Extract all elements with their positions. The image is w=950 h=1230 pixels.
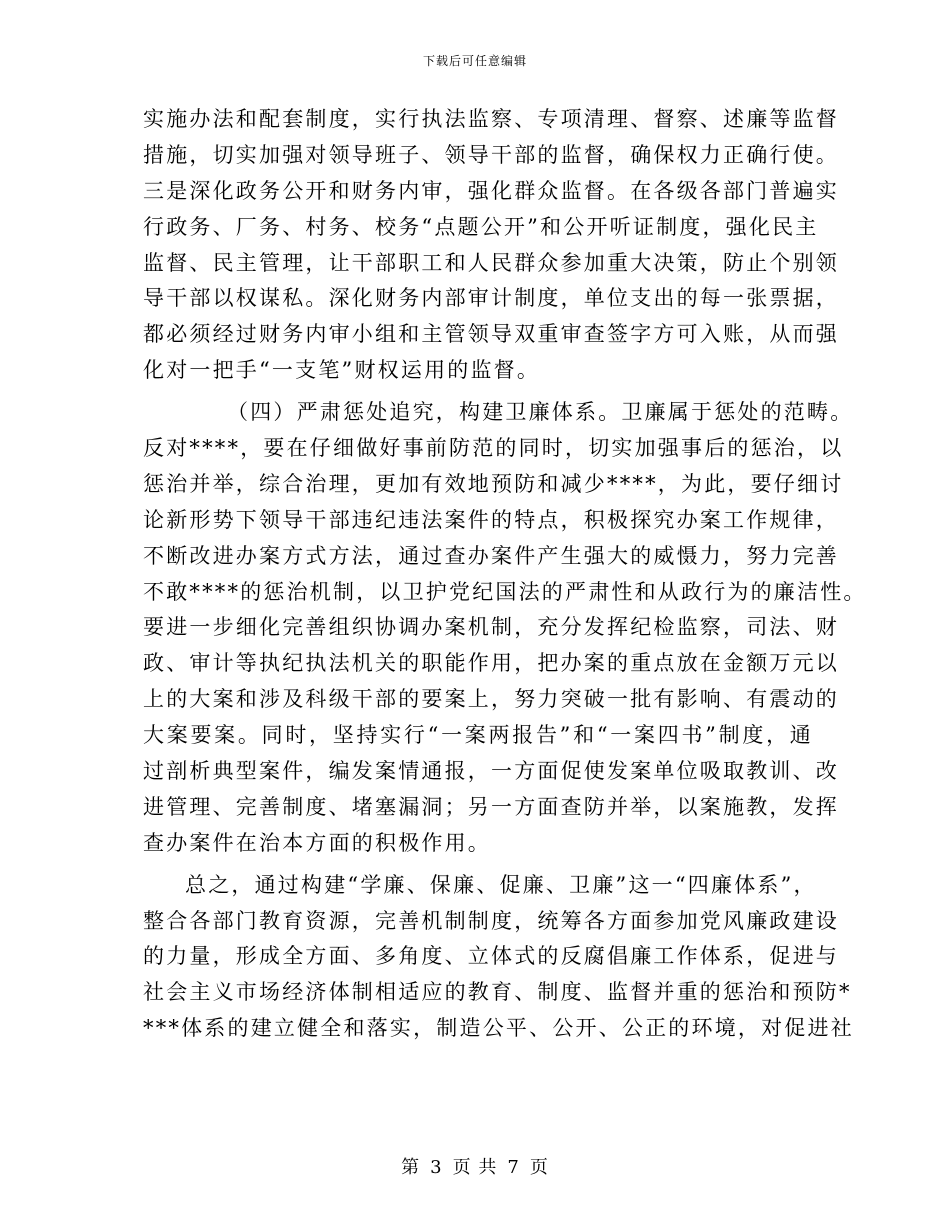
text-line: 导干部以权谋私。深化财务内部审计制度，单位支出的每一张票据， xyxy=(143,286,839,311)
total-page-count: 7 xyxy=(507,1157,520,1178)
text-line: 反对****，要在仔细做好事前防范的同时，切实加强事后的惩治，以 xyxy=(143,436,844,461)
text-line: 进管理、完善制度、堵塞漏洞；另一方面查防并举，以案施教，发挥 xyxy=(143,794,839,819)
text-line: 三是深化政务公开和财务内审，强化群众监督。在各级各部门普遍实 xyxy=(143,178,839,203)
footer-middle: 页 共 xyxy=(452,1157,498,1178)
text-line: 不断改进办案方式方法，通过查办案件产生强大的威慑力，努力完善 xyxy=(143,543,839,568)
page-header-note: 下载后可任意编辑 xyxy=(422,54,527,68)
text-line: 社会主义市场经济体制相适应的教育、制度、监督并重的惩治和预防* xyxy=(143,980,852,1005)
text-line: 政、审计等执纪执法机关的职能作用，把办案的重点放在金额万元以 xyxy=(143,651,839,676)
text-line: 查办案件在治本方面的积极作用。 xyxy=(143,830,491,855)
footer-suffix: 页 xyxy=(529,1157,549,1178)
text-line: 过剖析典型案件，编发案情通报，一方面促使发案单位吸取教训、改 xyxy=(143,759,839,784)
text-line: 化对一把手“一支笔”财权运用的监督。 xyxy=(143,358,541,383)
text-line: 不敢****的惩治机制，以卫护党纪国法的严肃性和从政行为的廉洁性。 xyxy=(143,579,867,604)
text-line: （四）严肃惩处追究，构建卫廉体系。卫廉属于惩处的范畴。 xyxy=(227,400,854,425)
text-line: 惩治并举，综合治理，更加有效地预防和减少****，为此，要仔细讨 xyxy=(143,471,844,496)
text-line: 总之，通过构建“学廉、保廉、促廉、卫廉”这一“四廉体系”， xyxy=(185,872,817,897)
text-line: 行政务、厂务、村务、校务“点题公开”和公开听证制度，强化民主 xyxy=(143,214,819,239)
text-line: 要进一步细化完善组织协调办案机制，充分发挥纪检监察，司法、财 xyxy=(143,615,839,640)
paragraph-1 xyxy=(143,102,839,389)
text-line: ***体系的建立健全和落实，制造公平、公开、公正的环境，对促进社 xyxy=(143,1016,854,1041)
text-line: 监督、民主管理，让干部职工和人民群众参加重大决策，防止个别领 xyxy=(143,250,839,275)
footer-prefix: 第 xyxy=(401,1157,421,1178)
document-body xyxy=(143,102,867,1047)
text-line: 论新形势下领导干部违纪违法案件的特点，积极探究办案工作规律， xyxy=(143,507,839,532)
text-line: 整合各部门教育资源，完善机制制度，统筹各方面参加党风廉政建设 xyxy=(143,908,839,933)
text-line: 都必须经过财务内审小组和主管领导双重审查签字方可入账，从而强 xyxy=(143,322,839,347)
current-page-number: 3 xyxy=(430,1157,443,1178)
page-number-footer xyxy=(0,1157,950,1179)
text-line: 大案要案。同时，坚持实行“一案两报告”和“一案四书”制度，通 xyxy=(143,723,813,748)
text-line: 的力量，形成全方面、多角度、立体式的反腐倡廉工作体系，促进与 xyxy=(143,944,839,969)
paragraph-2 xyxy=(143,395,867,862)
text-line: 上的大案和涉及科级干部的要案上，努力突破一批有影响、有震动的 xyxy=(143,687,839,712)
text-line: 实施办法和配套制度，实行执法监察、专项清理、督察、述廉等监督 xyxy=(143,107,839,131)
text-line: 措施，切实加强对领导班子、领导干部的监督，确保权力正确行使。 xyxy=(143,142,839,167)
paragraph-3 xyxy=(143,868,854,1047)
